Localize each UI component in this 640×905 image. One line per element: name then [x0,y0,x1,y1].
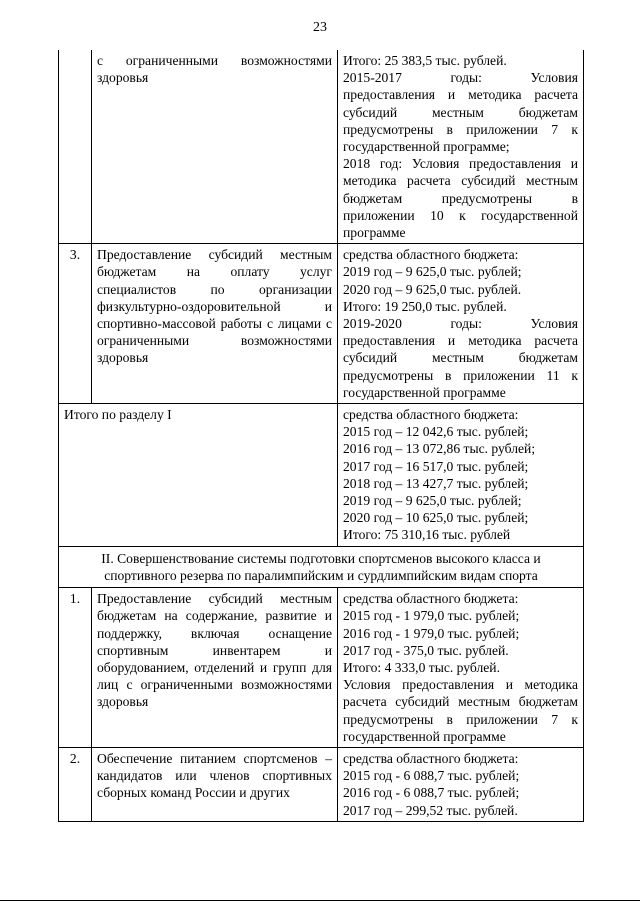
section-total-label: Итого по разделу I [59,404,338,547]
page-bottom-rule [0,900,640,901]
row-number: 1. [59,588,92,748]
program-activities-table [58,50,584,822]
table-row [59,50,584,244]
section-total-row [59,404,584,547]
financing-cell: средства областного бюджета: 2015 год - 6 088,7 тыс. рублей; 2016 год - 6 088,7 тыс. рублей; 2017 год – 299,52 тыс. рублей. [338,747,584,821]
row-number: 3. [59,244,92,404]
financing-cell: средства областного бюджета: 2015 год - 1 979,0 тыс. рублей; 2016 год - 1 979,0 тыс. рублей; 2017 год - 375,0 тыс. рублей. Итого: 4 333,0 тыс. рублей. Условия предоставления и методика расчета субсидий местным бюджетам предусмотрены в приложении 7 к государственной программе [338,588,584,748]
financing-cell: средства областного бюджета: 2019 год – 9 625,0 тыс. рублей; 2020 год – 9 625,0 тыс. рублей. Итого: 19 250,0 тыс. рублей. 2019-2020 годы: Условия предоставления и методика расчета субсидий местным бюджетам предусмотрены в приложении 11 к государственной программе [338,244,584,404]
activity-name: с ограниченными возможностями здоровья [92,50,338,244]
activity-name: Предоставление субсидий местным бюджетам на содержание, развитие и поддержку, включая оснащение спортивным инвентарем и оборудованием, отделений и групп для лиц с ограниченными возможностями здоровья [92,588,338,748]
activity-name: Предоставление субсидий местным бюджетам на оплату услуг специалистов по организации физкультурно-оздоровительной и спортивно-массовой работы с лицами с ограниченными возможностями здоровья [92,244,338,404]
section-heading-row [59,546,584,587]
table-row [59,244,584,404]
table-row [59,588,584,748]
row-number [59,50,92,244]
section-heading: II. Совершенствование системы подготовки спортсменов высокого класса и спортивного резерва по паралимпийским и сурдлимпийским видам спорта [59,546,584,587]
financing-cell: средства областного бюджета: 2015 год – 12 042,6 тыс. рублей; 2016 год – 13 072,86 тыс. рублей; 2017 год – 16 517,0 тыс. рублей; 2018 год – 13 427,7 тыс. рублей; 2019 год – 9 625,0 тыс. рублей; 2020 год – 10 625,0 тыс. рублей; Итого: 75 310,16 тыс. рублей [338,404,584,547]
table-row [59,747,584,821]
row-number: 2. [59,747,92,821]
activity-name: Обеспечение питанием спортсменов – кандидатов или членов спортивных сборных команд России и других [92,747,338,821]
page-number: 23 [313,20,327,35]
financing-cell: Итого: 25 383,5 тыс. рублей. 2015-2017 годы: Условия предоставления и методика расчета субсидий местным бюджетам предусмотрены в приложении 7 к государственной программе; 2018 год: Условия предоставления и методика расчета субсидий местным бюджетам предусмотрены в приложении 10 к государственной программе [338,50,584,244]
